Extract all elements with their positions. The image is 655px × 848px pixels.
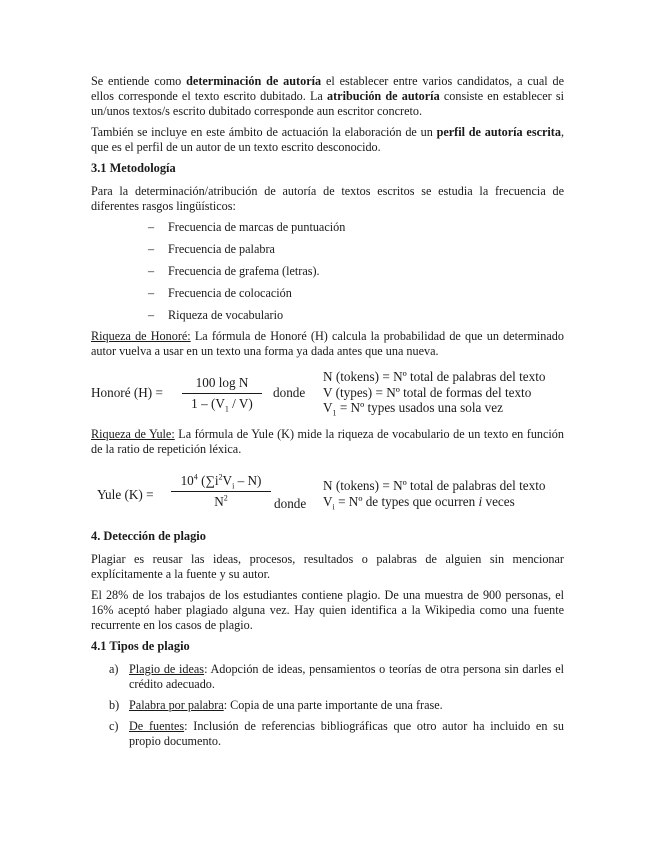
definition-tokens: N (tokens) = Nº total de palabras del texto — [323, 369, 546, 384]
dash-marker: – — [148, 242, 155, 256]
formula-definitions — [323, 369, 545, 416]
definition-v1 — [323, 400, 545, 416]
formula-donde: donde — [273, 385, 306, 400]
list-item-text: : Copia de una parte importante de una frase. — [223, 698, 443, 712]
plagio-statistics: El 28% de los trabajos de los estudiantes contiene plagio. De una muestra de 900 personas, el 16% aceptó haber plagiado alguna vez. Hay quien identifica a la Wikipedia como una fuente recurrente en los casos de plagio. — [91, 588, 564, 632]
list-item-text: Frecuencia de colocación — [168, 286, 292, 300]
section-heading-4-1: 4.1 Tipos de plagio — [91, 639, 190, 653]
term-perfil: perfil de autoría escrita — [436, 125, 561, 139]
text-run: el establecer entre varios candidatos, a cual de ellos corresponde el texto escrito dubitado. La — [91, 74, 564, 103]
formula-fraction — [182, 375, 262, 412]
formula-lhs: Honoré (H) = — [91, 385, 163, 400]
text-run: La fórmula de Honoré (H) calcula la probabilidad de que un determinado autor vuelva a usar en un texto una forma ya dada antes que una nueva. — [91, 329, 564, 358]
honore-label: Riqueza de Honoré: — [91, 329, 191, 343]
text-run: V — [323, 400, 333, 415]
term-determinacion: determinación de autoría — [186, 74, 322, 88]
text-run: – N) — [234, 473, 262, 488]
text-run: 1 – (V — [191, 396, 225, 411]
list-item — [91, 698, 564, 713]
plagio-types-list — [91, 662, 564, 749]
formula-donde: donde — [274, 496, 307, 511]
list-item — [148, 308, 564, 323]
text-run: consiste en establecer si un/unos textos/s escrito dubitado corresponde aun escritor concreto. — [91, 89, 564, 118]
formula-definitions — [323, 478, 546, 512]
italic-variable: i — [478, 493, 483, 509]
honore-formula — [91, 365, 564, 423]
subscript: i — [332, 502, 335, 512]
fraction-denominator — [171, 492, 271, 510]
text-run: (∑i — [197, 473, 219, 488]
dash-marker: – — [148, 220, 155, 234]
text-run: = Nº types usados una sola vez — [336, 400, 503, 415]
fraction-denominator — [182, 394, 262, 412]
text-run: 10 — [180, 473, 194, 488]
section-heading-4: 4. Detección de plagio — [91, 529, 206, 543]
superscript: 2 — [218, 472, 223, 482]
list-item-text: : Adopción de ideas, pensamientos o teorías de otra persona sin darles el crédito adecuado. — [129, 662, 564, 691]
list-term: Palabra por palabra — [129, 698, 224, 712]
text-run: Se entiende como — [91, 74, 187, 88]
text-run: veces — [482, 493, 515, 509]
subscript: 1 — [224, 404, 229, 414]
dash-marker: – — [148, 286, 155, 300]
superscript: 4 — [193, 472, 198, 482]
list-item — [148, 242, 564, 257]
section-heading-3-1: 3.1 Metodología — [91, 161, 176, 175]
list-marker: a) — [109, 662, 119, 676]
subscript: i — [232, 481, 235, 491]
list-marker: b) — [109, 698, 120, 712]
term-atribucion: atribución de autoría — [327, 89, 440, 103]
text-run: La fórmula de Yule (K) mide la riqueza de vocabulario de un texto en función de la ratio de repetición léxica. — [91, 427, 564, 456]
fraction-numerator: 100 log N — [182, 375, 262, 394]
list-item-text: Frecuencia de grafema (letras). — [168, 264, 320, 278]
formula-lhs: Yule (K) = — [97, 487, 154, 502]
definition-tokens: N (tokens) = Nº total de palabras del texto — [323, 478, 546, 493]
list-item-text: Riqueza de vocabulario — [168, 308, 284, 322]
list-item-text: Frecuencia de marcas de puntuación — [168, 220, 346, 234]
list-item — [91, 719, 564, 749]
plagio-definition: Plagiar es reusar las ideas, procesos, resultados o palabras de alguien sin mencionar explícitamente a la fuente y su autor. — [91, 552, 564, 581]
list-term: Plagio de ideas — [129, 662, 205, 676]
formula-fraction — [171, 473, 271, 510]
superscript: 2 — [223, 493, 228, 503]
definition-types: V (types) = Nº total de formas del texto — [323, 384, 532, 400]
document-page — [91, 74, 564, 755]
text-run: , que es el perfil de un autor de un texto escrito desconocido. — [91, 125, 564, 154]
text-run: / V) — [228, 396, 253, 411]
list-item-text: : Inclusión de referencias bibliográficas que otro autor ha incluido en su propio documento. — [129, 719, 564, 748]
methodology-intro: Para la determinación/atribución de autoría de textos escritos se estudia la frecuencia de diferentes rasgos lingüísticos: — [91, 184, 564, 213]
text-run: N — [214, 494, 224, 509]
list-item — [148, 286, 564, 301]
definition-vi — [323, 494, 545, 510]
dash-marker: – — [148, 264, 155, 278]
list-item — [148, 220, 564, 235]
list-term: De fuentes — [129, 719, 185, 733]
list-marker: c) — [109, 719, 119, 733]
text-run: V — [222, 473, 233, 488]
fraction-numerator — [171, 473, 271, 492]
yule-paragraph — [91, 427, 564, 457]
intro-paragraph-2 — [91, 125, 564, 155]
text-run: También se incluye en este ámbito de actuación la elaboración de un — [91, 125, 437, 139]
list-item — [148, 264, 564, 279]
text-run: V — [323, 493, 333, 509]
list-item-text: Frecuencia de palabra — [168, 242, 275, 256]
dash-marker: – — [148, 308, 155, 322]
feature-list — [148, 220, 564, 323]
honore-paragraph — [91, 329, 564, 359]
yule-label: Riqueza de Yule: — [91, 427, 175, 441]
yule-formula — [91, 465, 564, 521]
intro-paragraph-1 — [91, 74, 564, 119]
subscript: 1 — [332, 408, 337, 418]
text-run: = Nº de types que ocurren — [334, 493, 479, 509]
list-item — [91, 662, 564, 692]
